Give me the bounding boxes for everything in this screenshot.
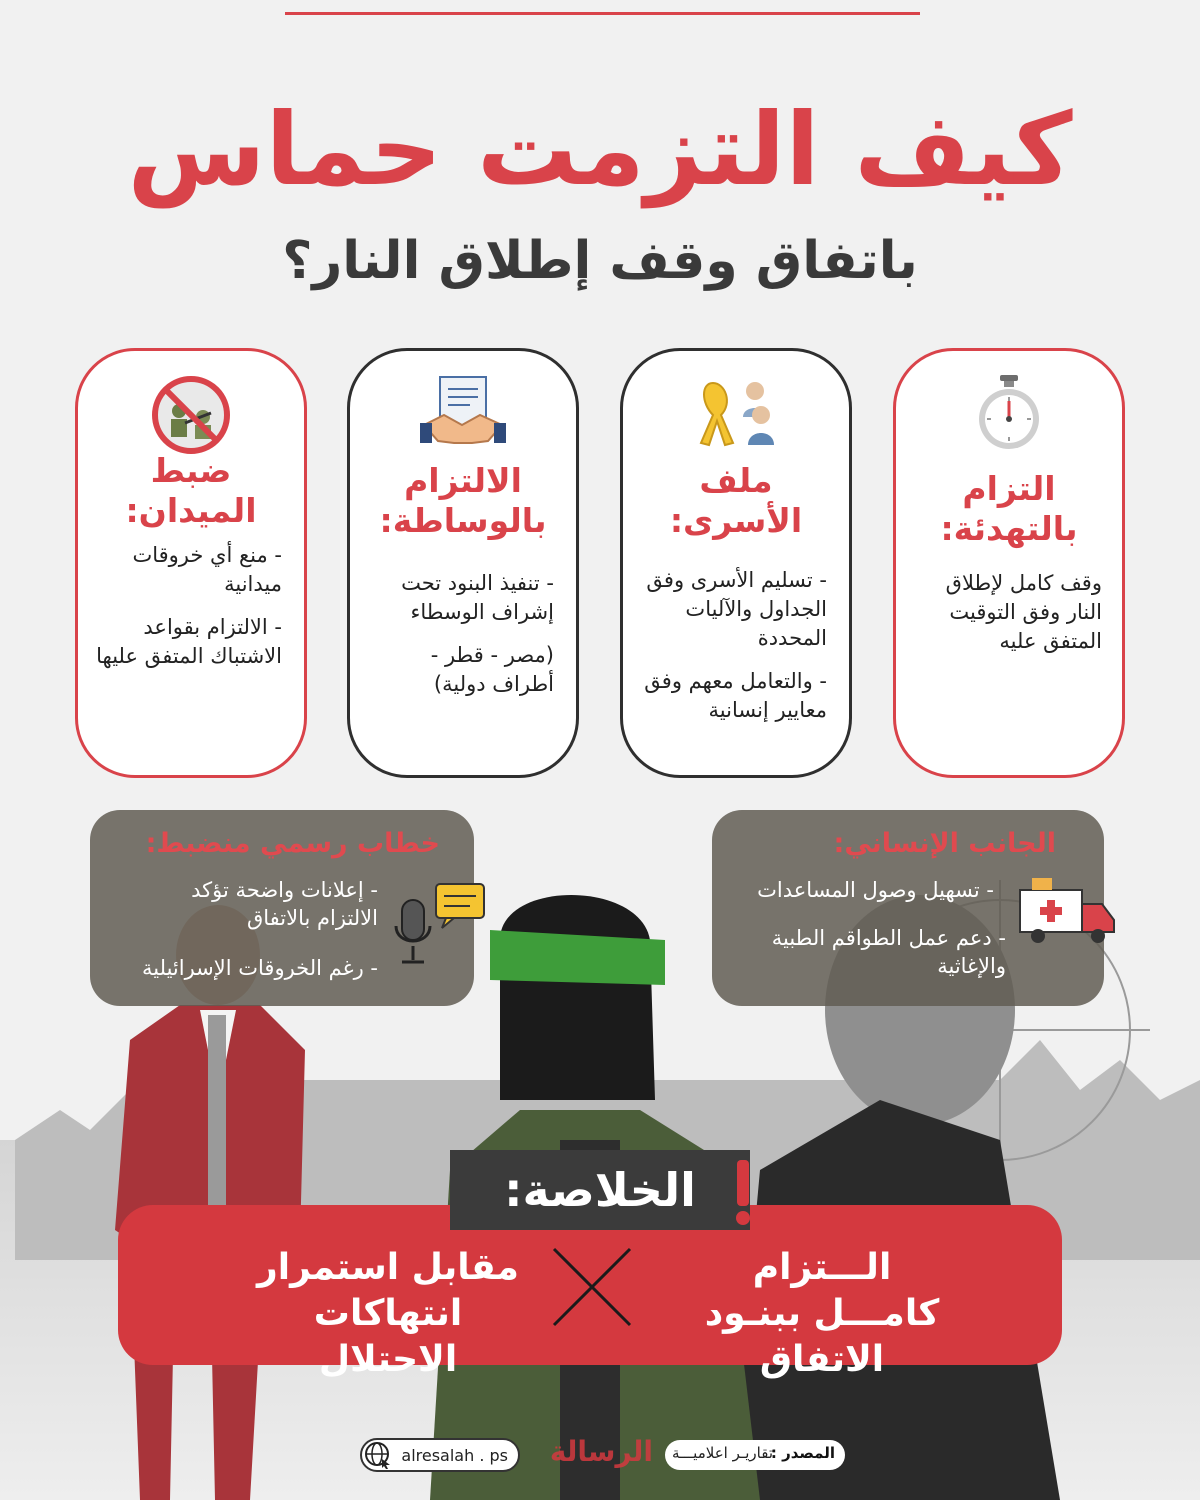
source-label: المصدر : [770,1444,835,1462]
card-title: الالتزام بالوساطة: [379,461,547,540]
globe-cursor-icon [364,1441,392,1473]
ribbon-people-icon [623,373,849,453]
card-line: - تسليم الأسرى وفق الجداول والآليات المحددة [646,568,827,650]
card-body [920,569,1102,670]
card-line: - منع أي خروقات ميدانية [132,543,282,596]
card-line: - تنفيذ البنود تحت إشراف الوسطاء [401,571,554,624]
card-line: - والتعامل معهم وفق معايير إنسانية [644,669,827,722]
handshake-document-icon [350,373,576,453]
website-link[interactable] [360,1438,520,1472]
versus-cross-icon [550,1245,634,1333]
summary-violations: مقابل استمرار انتهاكات الاحتلال [257,1247,519,1380]
top-divider [285,12,920,15]
humanitarian-title: الجانب الإنساني: [833,828,1056,859]
card-mediation [347,348,579,778]
source-value: تقاريـر اعلاميـــة [671,1444,773,1462]
brand-logo: الرسالة [549,1435,653,1468]
page-title: كيف التزمت حماس [127,91,1073,208]
source-credit [665,1440,845,1470]
humanitarian-line: - دعم عمل الطواقم الطبية والإغاثية [771,926,1006,978]
summary-commitment: الـــتزام كامـــل ببنـود الاتفاق [704,1247,940,1380]
card-ceasefire [893,348,1125,778]
card-line: - الالتزام بقواعد الاشتباك المتفق عليها [96,615,282,668]
card-prisoners [620,348,852,778]
discourse-line: - رغم الخروقات الإسرائيلية [142,956,378,980]
summary-heading-text: الخلاصة: [504,1163,696,1217]
card-line: وقف كامل لإطلاق النار وفق التوقيت المتفق عليه [945,571,1102,653]
humanitarian-box [712,810,1104,1006]
card-title: ضبط الميدان: [125,451,257,530]
card-body [96,541,282,685]
card-title: ملف الأسرى: [669,461,803,540]
card-line: (مصر - قطر - أطراف دولية) [430,643,554,696]
discourse-title: خطاب رسمي منضبط: [145,828,440,859]
card-field-control [75,348,307,778]
ambulance-icon [1018,876,1118,950]
page-subtitle: باتفاق وقف إطلاق النار؟ [282,231,918,291]
summary-heading [450,1150,750,1230]
discourse-box [90,810,474,1006]
card-body [641,566,827,739]
website-text: alresalah . ps [401,1446,508,1465]
card-body [368,569,554,713]
exclamation-icon [735,1160,751,1230]
humanitarian-line: - تسهيل وصول المساعدات [757,878,994,902]
no-soldiers-icon [78,373,304,453]
stopwatch-icon [896,373,1122,453]
microphone-speech-icon [390,880,490,979]
card-title: التزام بالتهدئة: [940,469,1078,548]
discourse-line: - إعلانات واضحة تؤكد الالتزام بالاتفاق [191,878,378,930]
